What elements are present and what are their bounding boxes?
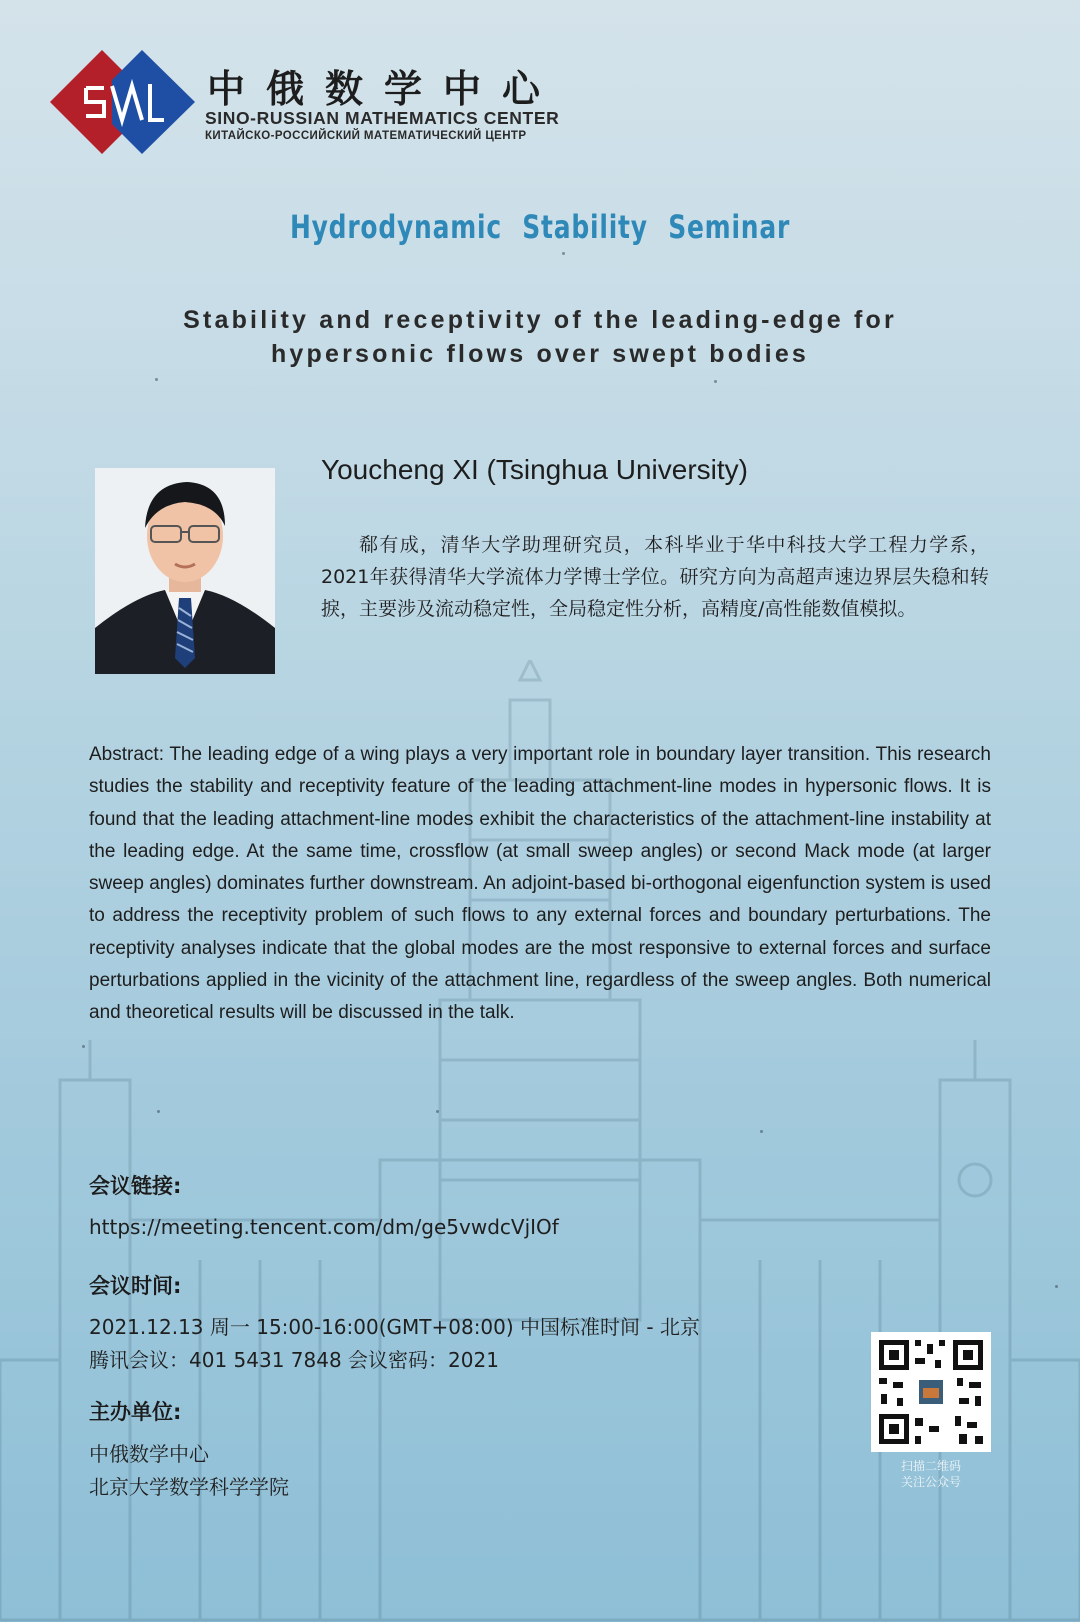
tencent-meeting-info: 腾讯会议：401 5431 7848 会议密码：2021 [89,1348,499,1372]
qr-caption-line2: 关注公众号 [900,1475,961,1489]
host-org-1: 中俄数学中心 [89,1442,209,1466]
qr-code-icon[interactable] [871,1332,991,1452]
meeting-link-label: 会议链接: [89,1174,182,1198]
speaker-photo [95,468,275,674]
speaker-name: Youcheng XI (Tsinghua University) [321,454,748,485]
qr-caption-line1: 扫描二维码 [900,1459,961,1473]
srmc-logo-icon [50,50,195,155]
talk-title-line1: Stability and receptivity of the leading-edge for [183,306,897,334]
talk-title [100,303,980,371]
meeting-time-label: 会议时间: [89,1274,182,1298]
org-name-en: SINO-RUSSIAN MATHEMATICS CENTER [205,108,560,128]
qr-caption [871,1458,991,1490]
meeting-link[interactable]: https://meeting.tencent.com/dm/ge5vwdcVjIOf [89,1215,559,1239]
org-name-cn: 中俄数学中心 [207,67,562,111]
org-name-ru: КИТАЙСКО-РОССИЙСКИЙ МАТЕМАТИЧЕСКИЙ ЦЕНТР [205,130,527,142]
abstract-text: Abstract: The leading edge of a wing plays a very important role in boundary layer transition. This research studies the stability and receptivity feature of the leading attachment-line modes in hypersonic flows. It is found that the leading attachment-line modes exhibit the characteristics of the attachment-line instability at the leading edge. At the same time, crossflow (at small sweep angles) or second Mack mode (at larger sweep angles) dominates further downstream. An adjoint-based bi-orthogonal eigenfunction system is used to address the receptivity problem of such flows to any external forces and boundary perturbations. The receptivity analyses indicate that the global modes are the most responsive to external forces and surface perturbations applied in the vicinity of the attachment line, regardless of the sweep angles. Both numerical and theoretical results will be discussed in the talk. [89,744,991,1024]
host-label: 主办单位: [89,1400,182,1424]
talk-title-line2: hypersonic flows over swept bodies [270,340,810,368]
host-org-2: 北京大学数学科学学院 [89,1475,289,1499]
meeting-time: 2021.12.13 周一 15:00-16:00(GMT+08:00) 中国标准时间 - 北京 [89,1315,700,1339]
speaker-bio: 郗有成，清华大学助理研究员，本科毕业于华中科技大学工程力学系，2021年获得清华大学流体力学博士学位。研究方向为高超声速边界层失稳和转捩，主要涉及流动稳定性，全局稳定性分析，高精度/高性能数值模拟。 [321,534,989,620]
seminar-series: Hydrodynamic Stability Seminar [289,208,791,246]
